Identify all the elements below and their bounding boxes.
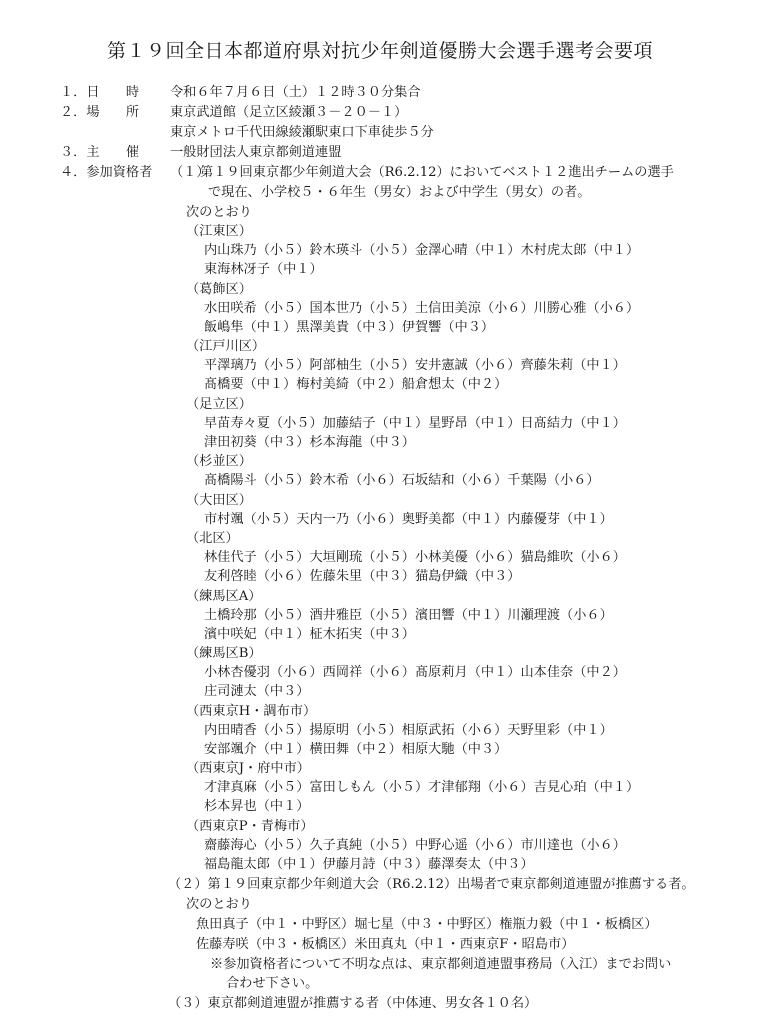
group-label: （西東京P・青梅市） [186, 819, 314, 834]
item2-names-line: 魚田真子（中１・中野区）堀七星（中３・中野区）権瓶力毅（中１・板橋区） [196, 917, 658, 932]
group-names-line: 内田晴香（小５）揚原明（小５）相原武拓（小６）天野里彩（中１） [204, 723, 613, 738]
group-names-line: 庄司漣太（中３） [204, 684, 310, 699]
group-names-line: 内山珠乃（小５）鈴木瑛斗（小５）金澤心晴（中１）木村虎太郎（中１） [204, 243, 640, 258]
group-label: （練馬区B） [186, 646, 262, 661]
group-names-line: 早苗寿々夏（小５）加藤結子（中１）星野昂（中１）日髙結力（中１） [204, 416, 626, 431]
group-label: （葛飾区） [186, 282, 252, 297]
group-names-line: 小林杏優羽（小６）西岡祥（小６）髙原莉月（中１）山本佳奈（中２） [204, 665, 626, 680]
item1-text: 第１９回東京都少年剣道大会（R6.2.12）においてベスト１２進出チームの選手 [200, 165, 674, 180]
info-value-access: 東京メトロ千代田線綾瀬駅東口下車徒歩５分 [170, 125, 434, 140]
group-names-line: 髙橋要（中１）梅村美綺（中２）船倉想太（中２） [204, 377, 508, 392]
inquiry-note: ※参加資格者について不明な点は、東京都剣道連盟事務局（入江）までお問い [210, 957, 672, 972]
group-names-line: 水田咲希（小５）国本世乃（小５）土信田美涼（小６）川勝心雅（小６） [204, 301, 640, 316]
group-names-line: 平澤璃乃（小５）阿部柚生（小５）安井憲誠（小６）齊藤朱莉（中１） [204, 358, 626, 373]
group-names-line: 友利啓睦（小６）佐藤朱里（中３）猫島伊織（中３） [204, 569, 521, 584]
group-names-line: 髙橋陽斗（小５）鈴木希（小６）石坂結和（小６）千葉陽（小６） [204, 473, 600, 488]
group-names-line: 才津真麻（小５）富田しもん（小５）才津郁翔（小６）吉見心珀（中１） [204, 780, 640, 795]
info-label-eligibility: ４．参加資格者 [60, 165, 153, 180]
info-value-date: 令和６年７月６日（土）１２時３０分集合 [170, 85, 421, 100]
item2-names-line: 佐藤寿咲（中３・板橋区）米田真丸（中１・西東京F・昭島市） [196, 937, 575, 952]
item3-text: （３）東京都剣道連盟が推薦する者（中体連、男女各１０名） [168, 996, 538, 1011]
group-label: （西東京H・調布市） [186, 704, 317, 719]
info-value-organizer: 一般財団法人東京都剣道連盟 [170, 145, 342, 160]
info-label-venue: ２．場 所 [60, 105, 140, 120]
group-label: （北区） [186, 531, 239, 546]
group-label: （足立区） [186, 397, 252, 412]
group-names-line: 津田初葵（中３）杉本海龍（中３） [204, 435, 415, 450]
item2-text: （２）第１９回東京都少年剣道大会（R6.2.12）出場者で東京都剣道連盟が推薦する者。 [168, 877, 695, 892]
group-label: （江戸川区） [186, 339, 266, 354]
item1-number: （１） [170, 165, 210, 180]
group-label: （杉並区） [186, 454, 252, 469]
info-label-organizer: ３．主 催 [60, 145, 140, 160]
group-names-line: 土橋玲那（小５）酒井雅臣（小５）濱田響（中１）川瀬理渡（小６） [204, 608, 613, 623]
group-names-line: 濱中咲妃（中１）柾木拓実（中３） [204, 627, 415, 642]
item1-intro: 次のとおり [186, 205, 252, 220]
group-label: （練馬区A） [186, 589, 262, 604]
info-value-venue: 東京武道館（足立区綾瀬３－２０－１） [170, 105, 408, 120]
group-names-line: 齋藤海心（小５）久子真純（小５）中野心遥（小６）市川達也（小６） [204, 838, 626, 853]
group-names-line: 林佳代子（小５）大垣剛琉（小５）小林美優（小６）猫島維吹（小６） [204, 550, 626, 565]
document-title: 第１９回全日本都道府県対抗少年剣道優勝大会選手選考会要項 [106, 40, 653, 62]
inquiry-note-continued: 合わせ下さい。 [226, 976, 319, 991]
group-names-line: 飯嶋隼（中１）黒澤美貴（中３）伊賀響（中３） [204, 320, 495, 335]
group-label: （江東区） [186, 224, 252, 239]
group-label: （大田区） [186, 493, 252, 508]
group-names-line: 安部颯介（中１）横田舞（中２）相原大馳（中３） [204, 742, 508, 757]
group-names-line: 市村颯（小５）天内一乃（小６）奥野美都（中１）内藤優芽（中１） [204, 512, 613, 527]
group-label: （西東京J・府中市） [186, 761, 310, 776]
item2-intro: 次のとおり [186, 897, 252, 912]
info-label-date: １．日 時 [60, 85, 140, 100]
group-names-line: 杉本昇也（中１） [204, 799, 310, 814]
item1-text-continued: で現在、小学校５・６年生（男女）および中学生（男女）の者。 [208, 185, 591, 200]
group-names-line: 東海林冴子（中１） [204, 262, 323, 277]
group-names-line: 福島龍太郎（中１）伊藤月詩（中３）藤澤奏太（中３） [204, 857, 534, 872]
